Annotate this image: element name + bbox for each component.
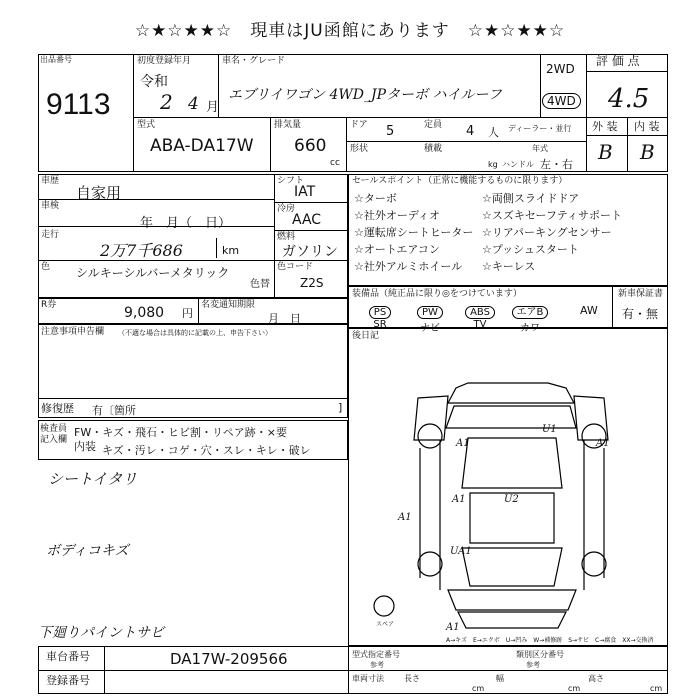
equipment-badge: PS [369, 306, 391, 319]
handle-label: ハンドル [502, 160, 534, 169]
sales-point-item: ☆オートエアコン [354, 243, 440, 256]
exterior-label: 外 装 [592, 120, 618, 133]
model-year-label: 年式 [532, 144, 548, 153]
mark-a1-5: A1 [446, 622, 460, 633]
sales-point-item: ☆社外アルミホイール [354, 260, 463, 273]
new-warranty-label: 新車保証書 [618, 289, 664, 299]
chassis-label: 車台番号 [46, 650, 90, 663]
equipment-badge: PW [417, 306, 443, 319]
doors-value: 5 [386, 124, 395, 139]
bottom-note: 下廻りパイントサビ [38, 625, 164, 641]
equipment-title: 装備品（純正品に限り◎をつけています） [352, 289, 522, 299]
inspector-row2-label: 内装 [74, 440, 96, 453]
yen-unit: 円 [182, 307, 193, 320]
type-designation-label: 型式指定番号 [352, 650, 400, 659]
rating-label: 評 価 点 [596, 54, 640, 68]
sales-point-item: ☆ターボ [354, 192, 397, 205]
sales-point-item: ☆プッシュスタート [482, 243, 579, 256]
type-designation-note: 参考 [370, 661, 384, 669]
declaration-label: 注意事項申告欄 [41, 327, 105, 337]
car-name: エブリイワゴン 4WD_JPターボ ハイルーフ [228, 87, 502, 103]
sales-point-item: ☆リアパーキングセンサー [482, 226, 612, 239]
sales-point-item: ☆運転席シートヒーター [354, 226, 474, 239]
sales-point-item: ☆社外オーディオ [354, 209, 440, 222]
color-code-label: 色コード [277, 262, 314, 272]
exterior-grade: B [598, 140, 613, 164]
fuel-label: 燃料 [277, 232, 296, 242]
ac-label: 冷房 [277, 204, 296, 214]
shift-label: シフト [277, 176, 305, 186]
kg-unit: kg [488, 160, 498, 169]
region-label: 出品番号 [40, 55, 72, 64]
displacement-label: 排気量 [274, 120, 302, 130]
sales-points-title: セールスポイント（正常に機能するものに限ります） [352, 176, 568, 186]
reg-month: 4 [188, 94, 199, 114]
km-unit: km [222, 244, 240, 257]
mark-a1-3: A1 [452, 494, 466, 505]
header-banner: ☆★☆★★☆ 現車はJU函館にあります ☆★☆★★☆ [134, 21, 566, 41]
history-value: 自家用 [76, 184, 122, 202]
sales-point-item: ☆スズキセーフティサポート [482, 209, 622, 222]
diagram-title: 後日記 [352, 331, 380, 341]
equipment-sub-label: カワ [520, 323, 540, 334]
handle-side: 左・右 [540, 158, 573, 171]
width-label: 幅 [496, 674, 504, 683]
model-code: ABA-DA17W [150, 136, 254, 156]
height-label: 高さ [588, 674, 604, 683]
reg-year: 2 [160, 90, 173, 114]
recycle-value: 9,080 [124, 305, 165, 321]
displacement-value: 660 [294, 136, 327, 156]
color-value: シルキーシルバーメタリック [76, 266, 230, 280]
chassis-value: DA17W-209566 [170, 650, 288, 668]
equipment-sub-label: SR [373, 319, 387, 330]
shift-value: IAT [294, 184, 316, 200]
mark-u2: U2 [504, 494, 519, 505]
cc-unit: cc [330, 158, 340, 168]
ac-value: AAC [292, 212, 322, 228]
diagram-legend: A→キズ E→エクボ U→凹み W→補修跡 S→サビ C→腐食 XX→交換済 [446, 637, 654, 644]
color-swap-label: 色替 [250, 279, 270, 290]
reg-label: 登録番号 [46, 674, 90, 687]
era: 令和 [140, 74, 168, 90]
shape-label: 形状 [350, 144, 369, 154]
length-label: 長さ [404, 674, 420, 683]
tax-text: 月 日 [268, 312, 301, 325]
interior-grade: B [640, 140, 655, 164]
equipment-sub-label: ナビ [420, 323, 440, 334]
history-label: 車歴 [41, 176, 60, 186]
capacity-label: 定員 [424, 120, 443, 130]
name-grade-label: 車名・グレード [222, 56, 286, 66]
aw-label: AW [580, 304, 598, 317]
inspection-label: 車検 [41, 201, 60, 211]
model-label: 型式 [137, 120, 156, 130]
inspector-row2: キズ・汚レ・コゲ・穴・スレ・キレ・破レ [102, 444, 311, 457]
class-note: 参考 [526, 661, 540, 669]
spare-label: スペア [376, 621, 395, 628]
length-cm: cm [472, 684, 485, 693]
mark-u1: U1 [542, 424, 557, 435]
capacity-value: 4 [466, 124, 475, 139]
remark-2: ボディコキズ [46, 543, 129, 559]
height-cm: cm [650, 684, 663, 693]
inspector-label: 検査員記入欄 [40, 424, 68, 445]
dealer-label: ディーラー・並行 [508, 124, 572, 133]
rating-value: 4.5 [608, 84, 650, 114]
capacity-unit: 人 [488, 126, 499, 139]
recycle-label: R券 [41, 300, 57, 310]
month-unit: 月 [206, 100, 220, 115]
dims-label: 車両寸法 [352, 674, 384, 683]
mark-a1-4: A1 [398, 512, 412, 523]
color-label: 色 [41, 262, 51, 272]
mileage-value: 2万7千686 [100, 241, 183, 260]
repair-value: 有〔箇所 [92, 404, 136, 417]
car-diagram [348, 328, 668, 646]
sales-point-item: ☆両側スライドドア [482, 192, 580, 205]
declaration-small: （不適な場合は具体的に記載の上、申告下さい） [118, 329, 272, 337]
mark-ua1: UA1 [450, 546, 472, 557]
mark-a1-1: A1 [456, 438, 470, 449]
inspection-text: 年 月（ 日） [140, 216, 232, 231]
equipment-item [458, 300, 502, 330]
new-warranty-value: 有・無 [622, 307, 659, 321]
recycle-row [38, 298, 348, 324]
lot-number: 9113 [46, 88, 111, 121]
repair-label: 修復歴 [41, 402, 74, 415]
mark-a1-2: A1 [596, 438, 610, 449]
width-cm: cm [568, 684, 581, 693]
interior-label: 内 装 [634, 120, 660, 133]
drive-2wd: 2WD [546, 62, 575, 76]
drive-4wd [542, 93, 581, 109]
equipment-badge: ABS [465, 306, 495, 319]
sales-point-item: ☆キーレス [482, 260, 536, 273]
declaration-block [38, 324, 348, 418]
drive-4wd-label: 4WD [547, 94, 576, 108]
fuel-value: ガソリン [282, 244, 338, 260]
mileage-label: 走行 [41, 230, 60, 240]
class-label: 類別区分番号 [516, 650, 564, 659]
remark-1: シートイタリ [48, 470, 138, 488]
equipment-item [358, 300, 402, 330]
doors-label: ドア [350, 120, 368, 130]
equipment-sub-label: TV [473, 319, 487, 330]
equipment-badge: エアB [512, 306, 549, 319]
first-reg-label: 初度登録年月 [137, 56, 192, 66]
tax-label: 名変通知期限 [201, 300, 256, 310]
load-label: 積載 [424, 144, 443, 154]
inspector-row1: FW・キズ・飛石・ヒビ割・リペア跡・×要 [74, 426, 287, 439]
color-code-value: Z2S [300, 276, 324, 290]
